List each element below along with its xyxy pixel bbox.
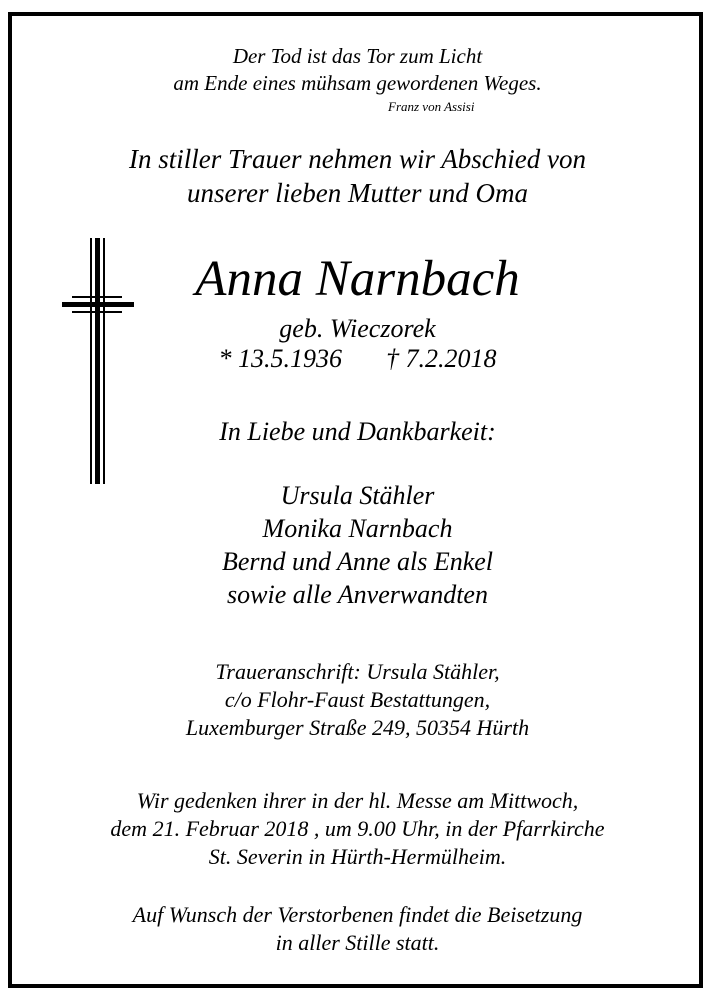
intro-line-1: In stiller Trauer nehmen wir Abschied von — [129, 144, 586, 174]
life-dates — [0, 346, 715, 372]
intro-line-2: unserer lieben Mutter und Oma — [187, 178, 528, 208]
mourner-name: Ursula Stähler — [280, 481, 435, 510]
mourner-name: sowie alle Anverwandten — [227, 580, 488, 609]
service-line-1: Wir gedenken ihrer in der hl. Messe am Mittwoch, — [136, 788, 579, 813]
mourner-name: Monika Narnbach — [262, 514, 453, 543]
birth-name: geb. Wieczorek — [279, 314, 436, 343]
service-line-2: dem 21. Februar 2018 , um 9.00 Uhr, in der Pfarrkirche — [110, 816, 605, 841]
motto-line-2: am Ende eines mühsam gewordenen Weges. — [173, 71, 542, 95]
mourners-heading: In Liebe und Dankbarkeit: — [219, 417, 496, 446]
motto-line-1: Der Tod ist das Tor zum Licht — [232, 44, 483, 68]
birth-date: * 13.5.1936 — [218, 344, 342, 373]
burial-line-2: in aller Stille statt. — [275, 930, 440, 955]
address-line-2: c/o Flohr-Faust Bestattungen, — [224, 687, 491, 712]
burial-line-1: Auf Wunsch der Verstorbenen findet die Beisetzung — [132, 902, 583, 927]
death-date: † 7.2.2018 — [386, 344, 497, 373]
address-line-3: Luxemburger Straße 249, 50354 Hürth — [185, 715, 530, 740]
deceased-name: Anna Narnbach — [195, 251, 520, 307]
service-line-3: St. Severin in Hürth-Hermülheim. — [208, 844, 507, 869]
motto-author: Franz von Assisi — [388, 99, 475, 114]
mourner-name: Bernd und Anne als Enkel — [221, 547, 494, 576]
address-line-1: Traueranschrift: Ursula Stähler, — [215, 659, 500, 684]
